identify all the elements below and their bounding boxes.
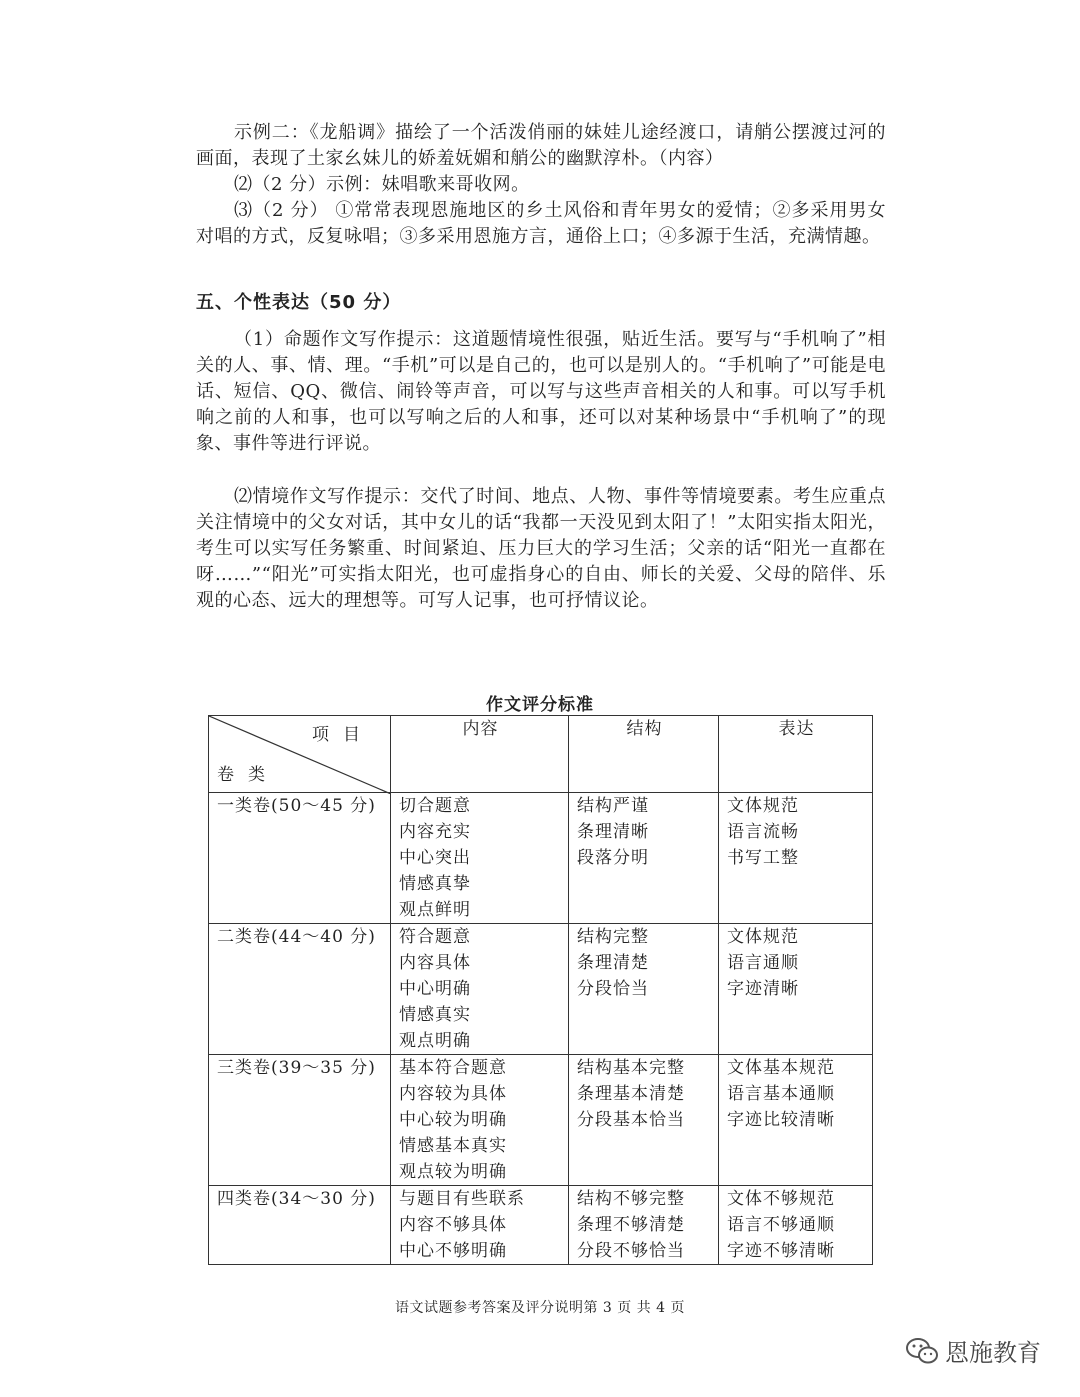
- criteria-cell-expression: [719, 1055, 873, 1186]
- watermark-text: 恩施教育: [945, 1339, 1041, 1367]
- criteria-item: 观点鲜明: [399, 900, 471, 920]
- criteria-cell-expression: [719, 924, 873, 1055]
- criteria-item: 切合题意: [399, 796, 471, 816]
- criteria-item: 文体不够规范: [727, 1189, 835, 1209]
- criteria-item: 分段恰当: [577, 979, 649, 999]
- criteria-item: 条理基本清楚: [577, 1084, 685, 1104]
- wechat-icon: [905, 1337, 939, 1365]
- criteria-item: 书写工整: [727, 848, 799, 868]
- criteria-item: 语言流畅: [727, 822, 799, 842]
- criteria-item: 中心明确: [399, 979, 471, 999]
- grade-label: 二类卷(44～40 分): [209, 924, 391, 1055]
- table-row: [209, 1186, 873, 1265]
- column-header-expression: 表达: [719, 716, 873, 793]
- column-header-content: 内容: [391, 716, 569, 793]
- criteria-cell-content: [391, 793, 569, 924]
- essay-tip-1: （1）命题作文写作提示：这道题情境性很强，贴近生活。要写与“手机响了”相关的人、事、情、理。“手机”可以是自己的，也可以是别人的。“手机响了”可能是电话、短信、QQ、微信、闹铃等声音，可以写与这些声音相关的人和事。可以写手机响之前的人和事，也可以写响之后的人和事，还可以对某种场景中“手机响了”的现象、事件等进行评说。: [196, 329, 886, 454]
- criteria-item: 中心不够明确: [399, 1241, 507, 1261]
- criteria-item: 条理清晰: [577, 822, 649, 842]
- criteria-item: 文体规范: [727, 796, 799, 816]
- criteria-item: 基本符合题意: [399, 1058, 507, 1078]
- criteria-item: 观点较为明确: [399, 1162, 507, 1182]
- criteria-item: 符合题意: [399, 927, 471, 947]
- criteria-item: 情感真实: [399, 1005, 471, 1025]
- essay-tip-2: ⑵情境作文写作提示：交代了时间、地点、人物、事件等情境要素。考生应重点关注情境中的父女对话，其中女儿的话“我都一天没见到太阳了！”太阳实指太阳光，考生可以实写任务繁重、时间紧迫、压力巨大的学习生活；父亲的话“阳光一直都在呀……”“阳光”可实指太阳光，也可虚指身心的自由、师长的关爱、父母的陪伴、乐观的心态、远大的理想等。可写人记事，也可抒情议论。: [196, 486, 886, 611]
- table-header-row: [209, 716, 873, 793]
- corner-top-label: 项目: [312, 725, 374, 745]
- criteria-item: 结构不够完整: [577, 1189, 685, 1209]
- grade-label: 三类卷(39～35 分): [209, 1055, 391, 1186]
- criteria-cell-structure: [569, 1186, 719, 1265]
- criteria-item: 情感真挚: [399, 874, 471, 894]
- grade-label: 四类卷(34～30 分): [209, 1186, 391, 1265]
- criteria-item: 内容具体: [399, 953, 471, 973]
- criteria-cell-structure: [569, 793, 719, 924]
- criteria-cell-content: [391, 1186, 569, 1265]
- criteria-cell-structure: [569, 924, 719, 1055]
- criteria-item: 语言基本通顺: [727, 1084, 835, 1104]
- table-row: [209, 1055, 873, 1186]
- criteria-cell-expression: [719, 1186, 873, 1265]
- watermark: [905, 1333, 1041, 1368]
- criteria-item: 内容充实: [399, 822, 471, 842]
- criteria-item: 条理清楚: [577, 953, 649, 973]
- criteria-item: 中心较为明确: [399, 1110, 507, 1130]
- table-row: [209, 793, 873, 924]
- question-2-answer: ⑵（2 分）示例：妹唱歌来哥收网。: [234, 174, 530, 195]
- criteria-item: 内容不够具体: [399, 1215, 507, 1235]
- criteria-item: 字迹不够清晰: [727, 1241, 835, 1261]
- scoring-table: [208, 715, 873, 1265]
- table-title: 作文评分标准: [486, 695, 594, 715]
- question-3-answer: ⑶（2 分） ①常常表现恩施地区的乡土风俗和青年男女的爱情；②多采用男女对唱的方式，反复咏唱；③多采用恩施方言，通俗上口；④多源于生活，充满情趣。: [196, 200, 886, 247]
- corner-cell: [209, 716, 391, 793]
- criteria-item: 段落分明: [577, 848, 649, 868]
- grade-label: 一类卷(50～45 分): [209, 793, 391, 924]
- criteria-item: 字迹比较清晰: [727, 1110, 835, 1130]
- criteria-item: 内容较为具体: [399, 1084, 507, 1104]
- column-header-structure: 结构: [569, 716, 719, 793]
- criteria-item: 中心突出: [399, 848, 471, 868]
- criteria-cell-expression: [719, 793, 873, 924]
- criteria-item: 条理不够清楚: [577, 1215, 685, 1235]
- criteria-item: 字迹清晰: [727, 979, 799, 999]
- criteria-cell-content: [391, 924, 569, 1055]
- criteria-item: 语言通顺: [727, 953, 799, 973]
- criteria-item: 分段基本恰当: [577, 1110, 685, 1130]
- criteria-item: 结构完整: [577, 927, 649, 947]
- corner-bottom-label: 卷类: [217, 765, 279, 785]
- criteria-cell-structure: [569, 1055, 719, 1186]
- section-five-heading: 五、个性表达（50 分）: [196, 292, 402, 313]
- criteria-item: 结构严谨: [577, 796, 649, 816]
- criteria-cell-content: [391, 1055, 569, 1186]
- criteria-item: 文体基本规范: [727, 1058, 835, 1078]
- criteria-item: 文体规范: [727, 927, 799, 947]
- example-two-paragraph: 示例二：《龙船调》描绘了一个活泼俏丽的妹娃儿途经渡口，请艄公摆渡过河的画面，表现了土家幺妹儿的娇羞妩媚和艄公的幽默淳朴。（内容）: [196, 122, 886, 169]
- criteria-item: 观点明确: [399, 1031, 471, 1051]
- criteria-item: 与题目有些联系: [399, 1189, 525, 1209]
- table-row: [209, 924, 873, 1055]
- criteria-item: 情感基本真实: [399, 1136, 507, 1156]
- criteria-item: 分段不够恰当: [577, 1241, 685, 1261]
- criteria-item: 语言不够通顺: [727, 1215, 835, 1235]
- criteria-item: 结构基本完整: [577, 1058, 685, 1078]
- page-footer: 语文试题参考答案及评分说明第 3 页 共 4 页: [394, 1300, 686, 1316]
